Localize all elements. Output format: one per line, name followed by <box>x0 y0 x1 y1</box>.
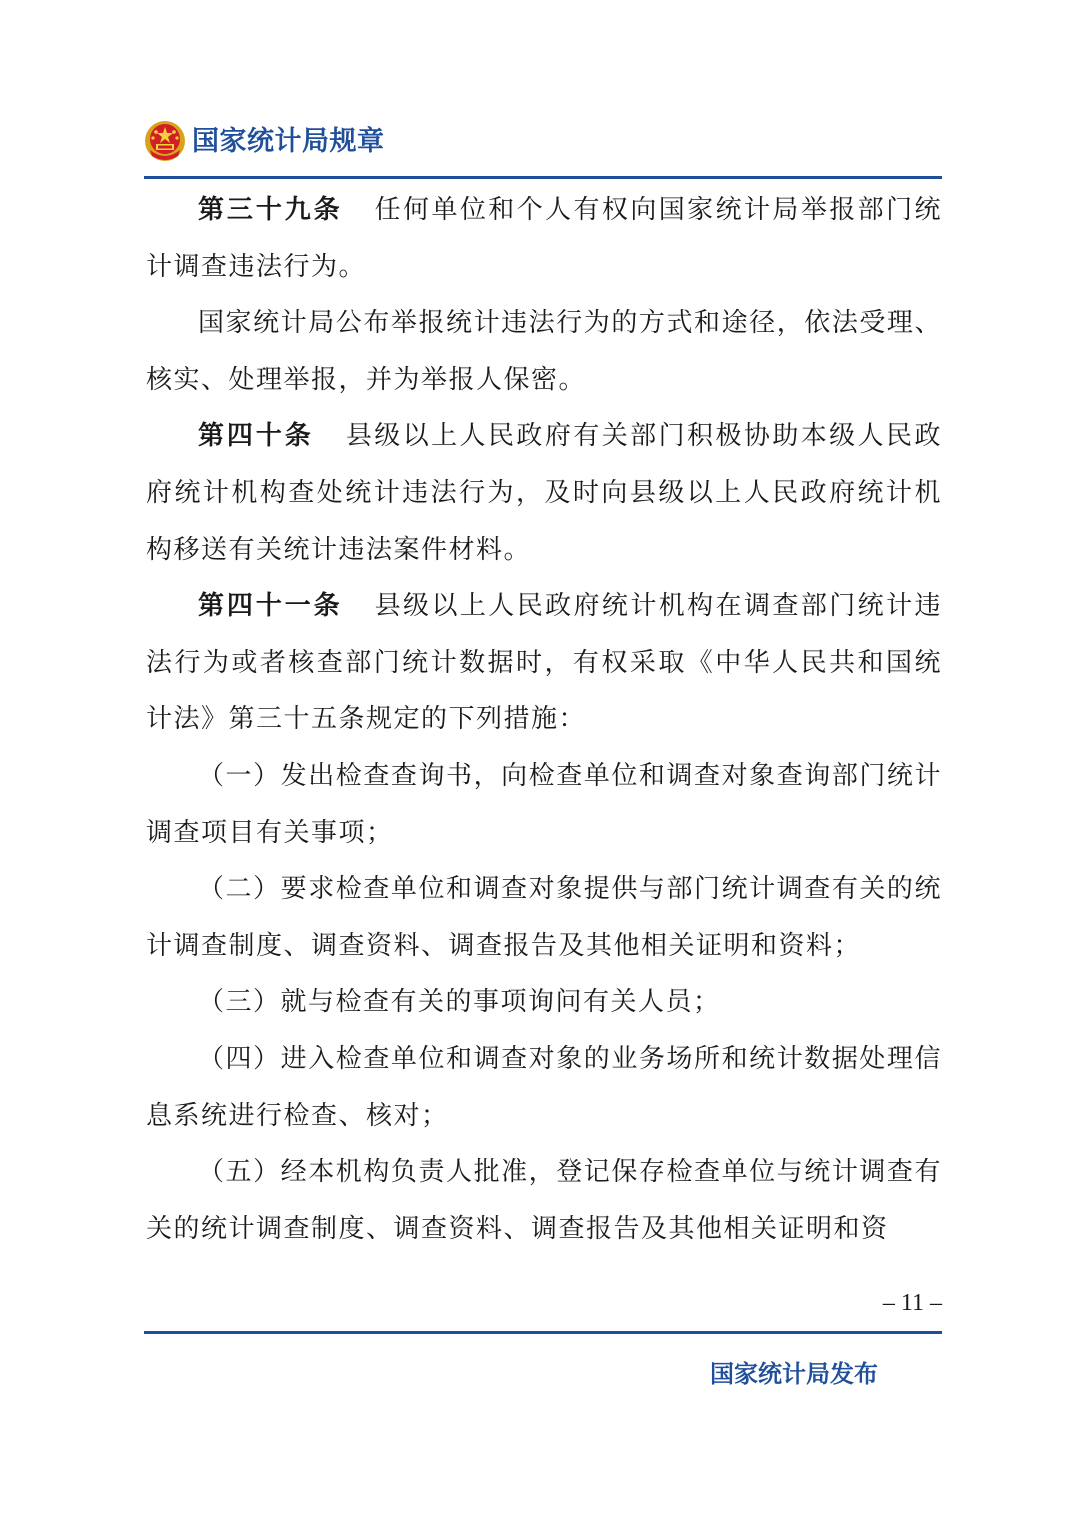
page-number: – 11 – <box>882 1290 942 1316</box>
paragraph-6 <box>146 861 942 974</box>
paragraph-text: 县级以上人民政府有关部门积极协助本级人民政府统计机构查处统计违法行为，及时向县级以上人民政府统计机构移送有关统计违法案件材料。 <box>146 421 942 565</box>
paragraph-text: （一）发出检查查询书，向检查单位和调查对象查询部门统计调查项目有关事项； <box>146 760 942 848</box>
article-number: 第三十九条 <box>198 195 343 225</box>
paragraph-2 <box>146 295 942 408</box>
paragraph-4 <box>146 578 942 748</box>
paragraph-7 <box>146 974 942 1031</box>
paragraph-9 <box>146 1144 942 1257</box>
document-body <box>146 182 942 1257</box>
header-divider <box>144 176 942 179</box>
page-header <box>144 118 942 174</box>
paragraph-text: （三）就与检查有关的事项询问有关人员； <box>198 987 721 1018</box>
footer-divider <box>144 1331 942 1334</box>
paragraph-text: 任何单位和个人有权向国家统计局举报部门统计调查违法行为。 <box>146 195 942 282</box>
footer-publisher: 国家统计局发布 <box>710 1360 878 1388</box>
paragraph-8 <box>146 1031 942 1144</box>
header-title: 国家统计局规章 <box>192 126 385 157</box>
paragraph-1 <box>146 182 942 295</box>
article-number: 第四十一条 <box>198 591 343 622</box>
national-emblem-icon <box>144 120 186 162</box>
paragraph-text: （二）要求检查单位和调查对象提供与部门统计调查有关的统计调查制度、调查资料、调查报告及其他相关证明和资料； <box>146 874 942 961</box>
paragraph-text: 国家统计局公布举报统计违法行为的方式和途径，依法受理、核实、处理举报，并为举报人保密。 <box>146 308 942 395</box>
paragraph-3 <box>146 408 942 578</box>
article-number: 第四十条 <box>198 421 314 452</box>
paragraph-5 <box>146 748 942 861</box>
paragraph-text: （四）进入检查单位和调查对象的业务场所和统计数据处理信息系统进行检查、核对； <box>146 1043 942 1131</box>
paragraph-text: （五）经本机构负责人批准，登记保存检查单位与统计调查有关的统计调查制度、调查资料、调查报告及其他相关证明和资 <box>146 1157 942 1244</box>
paragraph-text: 县级以上人民政府统计机构在调查部门统计违法行为或者核查部门统计数据时，有权采取《中华人民共和国统计法》第三十五条规定的下列措施： <box>146 591 942 735</box>
